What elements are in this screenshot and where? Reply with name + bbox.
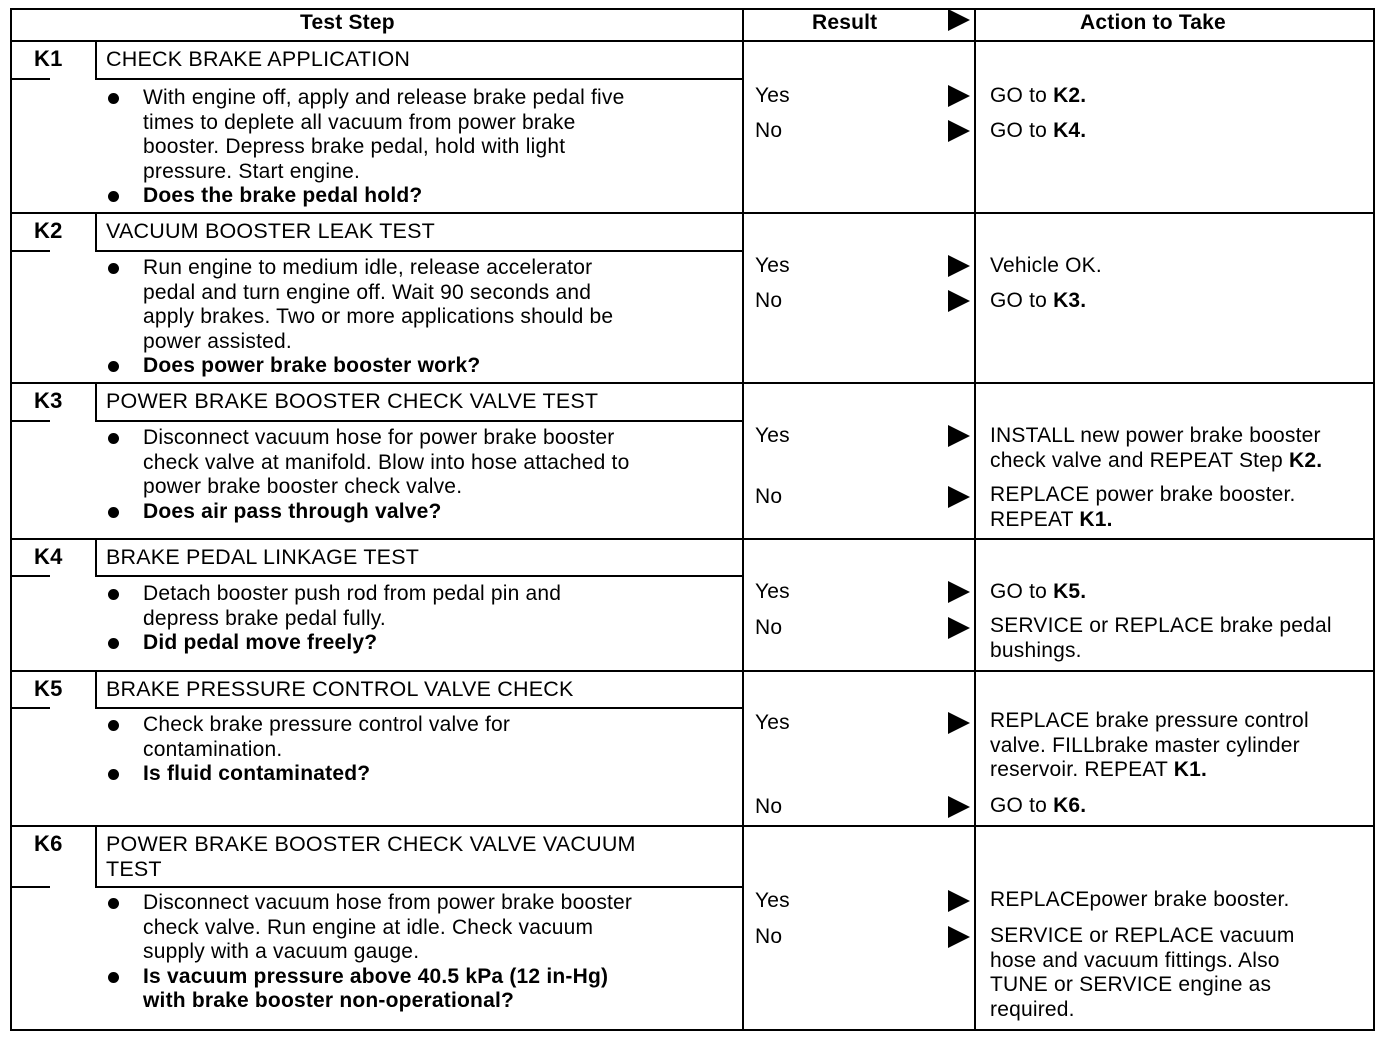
action-text xyxy=(990,734,1300,759)
result-yes: Yes xyxy=(755,84,790,107)
header-action: Action to Take xyxy=(1080,11,1226,34)
bullet-icon xyxy=(108,638,119,649)
result-yes: Yes xyxy=(755,424,790,447)
step-instruction: contamination. xyxy=(143,737,283,761)
result-yes: Yes xyxy=(755,711,790,734)
header-result: Result xyxy=(812,11,878,34)
step-title: TEST xyxy=(106,856,162,881)
rule-line xyxy=(10,420,50,422)
action-text xyxy=(990,580,1086,605)
step-question: Did pedal move freely? xyxy=(143,631,378,654)
rule-line xyxy=(10,707,50,709)
step-instruction: supply with a vacuum gauge. xyxy=(143,940,420,963)
action-step-ref: K5. xyxy=(1053,580,1087,603)
action-phrase: valve. FILLbrake master cylinder xyxy=(990,733,1300,757)
action-step-ref: K3. xyxy=(1053,289,1087,312)
rule-line xyxy=(95,538,97,575)
result-no: No xyxy=(755,795,783,818)
action-phrase: REPEAT xyxy=(990,507,1080,531)
result-arrow-icon xyxy=(948,890,970,912)
step-question: Does power brake booster work? xyxy=(143,354,481,377)
step-question: with brake booster non-operational? xyxy=(143,989,515,1012)
step-instruction: apply brakes. Two or more applications should be xyxy=(143,305,614,328)
result-arrow-icon xyxy=(948,486,970,508)
action-text xyxy=(990,973,1271,998)
rule-line xyxy=(10,575,50,577)
header-test-step: Test Step xyxy=(300,11,395,34)
rule-line xyxy=(10,8,12,1031)
result-arrow-icon xyxy=(948,255,970,277)
rule-line xyxy=(10,250,50,252)
action-phrase: REPLACE brake pressure control xyxy=(990,709,1309,732)
action-phrase: REPLACEpower brake booster. xyxy=(990,888,1290,911)
rule-line xyxy=(95,40,97,78)
rule-line xyxy=(974,8,976,1031)
step-instruction: pedal and turn engine off. Wait 90 seconds and xyxy=(143,280,592,304)
rule-line xyxy=(10,40,1375,42)
rule-line xyxy=(10,382,1375,384)
action-phrase: INSTALL new power brake booster xyxy=(990,424,1321,447)
bullet-icon xyxy=(108,507,119,518)
action-phrase: check valve and REPEAT Step xyxy=(990,448,1289,472)
rule-line xyxy=(1373,8,1375,1031)
bullet-icon xyxy=(108,191,119,202)
bullet-icon xyxy=(108,720,119,731)
step-instruction: power assisted. xyxy=(143,329,292,353)
result-no: No xyxy=(755,289,783,312)
action-phrase: GO to xyxy=(990,84,1054,107)
rule-line xyxy=(10,538,1375,540)
result-yes: Yes xyxy=(755,580,790,603)
result-arrow-icon xyxy=(948,425,970,447)
step-title: VACUUM BOOSTER LEAK TEST xyxy=(106,219,435,243)
action-step-ref: K2. xyxy=(1288,448,1323,472)
action-phrase: bushings. xyxy=(990,638,1082,662)
step-title: BRAKE PEDAL LINKAGE TEST xyxy=(106,545,420,569)
action-text xyxy=(990,949,1280,974)
step-question: Is fluid contaminated? xyxy=(143,762,371,785)
action-phrase: GO to xyxy=(990,289,1054,312)
action-text xyxy=(990,424,1321,449)
result-arrow-icon xyxy=(948,796,970,818)
rule-line xyxy=(10,825,1375,827)
step-instruction: Run engine to medium idle, release accelerator xyxy=(143,256,593,279)
action-phrase: SERVICE or REPLACE brake pedal xyxy=(990,614,1332,637)
action-text xyxy=(990,119,1086,144)
step-instruction: booster. Depress brake pedal, hold with light xyxy=(143,135,566,158)
step-instruction: Check brake pressure control valve for xyxy=(143,713,511,736)
step-title: POWER BRAKE BOOSTER CHECK VALVE VACUUM xyxy=(106,832,636,856)
action-step-ref: K6. xyxy=(1053,794,1087,817)
step-question: Is vacuum pressure above 40.5 kPa (12 in-Hg) xyxy=(143,964,609,988)
bullet-icon xyxy=(108,93,119,104)
header-arrow-icon xyxy=(948,9,970,31)
result-arrow-icon xyxy=(948,581,970,603)
rule-line xyxy=(10,670,1375,672)
step-question: Does the brake pedal hold? xyxy=(143,184,423,207)
step-instruction: Disconnect vacuum hose for power brake booster xyxy=(143,426,615,449)
rule-line xyxy=(95,250,742,252)
action-text xyxy=(990,289,1086,314)
action-text xyxy=(990,639,1082,664)
step-instruction: times to deplete all vacuum from power brake xyxy=(143,110,576,134)
step-code: K5 xyxy=(34,676,63,701)
action-phrase: required. xyxy=(990,997,1075,1021)
action-phrase: TUNE or SERVICE engine as xyxy=(990,973,1272,996)
rule-line xyxy=(10,8,1375,10)
rule-line xyxy=(742,8,744,1031)
action-phrase: REPLACE power brake booster. xyxy=(990,483,1296,506)
action-step-ref: K2. xyxy=(1053,84,1087,107)
rule-line xyxy=(95,212,97,250)
result-arrow-icon xyxy=(948,120,970,142)
result-yes: Yes xyxy=(755,254,790,277)
action-phrase: GO to xyxy=(990,794,1054,817)
rule-line xyxy=(95,886,742,888)
rule-line xyxy=(95,707,742,709)
action-text xyxy=(990,614,1332,639)
rule-line xyxy=(95,382,97,420)
result-arrow-icon xyxy=(948,712,970,734)
bullet-icon xyxy=(108,361,119,372)
action-text xyxy=(990,254,1102,279)
action-step-ref: K1. xyxy=(1079,507,1113,531)
bullet-icon xyxy=(108,972,119,983)
result-no: No xyxy=(755,925,783,948)
step-title: POWER BRAKE BOOSTER CHECK VALVE TEST xyxy=(106,389,599,413)
action-phrase: SERVICE or REPLACE vacuum xyxy=(990,924,1295,947)
action-phrase: GO to xyxy=(990,580,1054,603)
action-text xyxy=(990,998,1075,1023)
action-phrase: GO to xyxy=(990,119,1054,142)
result-no: No xyxy=(755,616,783,639)
result-arrow-icon xyxy=(948,617,970,639)
step-instruction: depress brake pedal fully. xyxy=(143,606,386,630)
result-arrow-icon xyxy=(948,926,970,948)
rule-line xyxy=(95,825,97,886)
step-instruction: Disconnect vacuum hose from power brake booster xyxy=(143,891,633,914)
rule-line xyxy=(95,670,97,707)
step-instruction: check valve. Run engine at idle. Check vacuum xyxy=(143,915,594,939)
result-arrow-icon xyxy=(948,85,970,107)
bullet-icon xyxy=(108,898,119,909)
action-text xyxy=(990,709,1309,734)
rule-line xyxy=(10,78,50,80)
result-no: No xyxy=(755,119,783,142)
action-phrase: hose and vacuum fittings. Also xyxy=(990,948,1280,972)
bullet-icon xyxy=(108,769,119,780)
step-instruction: Detach booster push rod from pedal pin and xyxy=(143,582,562,605)
action-phrase: reservoir. REPEAT xyxy=(990,758,1174,781)
action-text xyxy=(990,758,1207,783)
rule-line xyxy=(95,78,742,80)
action-text xyxy=(990,449,1322,474)
bullet-icon xyxy=(108,263,119,274)
result-arrow-icon xyxy=(948,290,970,312)
bullet-icon xyxy=(108,589,119,600)
action-phrase: Vehicle OK. xyxy=(990,254,1102,277)
step-question: Does air pass through valve? xyxy=(143,499,442,523)
step-code: K1 xyxy=(34,46,63,71)
step-code: K3 xyxy=(34,388,63,413)
step-instruction: power brake booster check valve. xyxy=(143,475,463,498)
step-code: K4 xyxy=(34,544,63,569)
step-title: BRAKE PRESSURE CONTROL VALVE CHECK xyxy=(106,677,574,701)
action-text xyxy=(990,508,1113,533)
action-step-ref: K4. xyxy=(1053,119,1087,142)
action-text xyxy=(990,794,1086,819)
rule-line xyxy=(10,886,50,888)
result-yes: Yes xyxy=(755,889,790,912)
action-text xyxy=(990,888,1290,913)
rule-line xyxy=(10,1029,1375,1031)
action-text xyxy=(990,924,1295,949)
step-instruction: check valve at manifold. Blow into hose attached to xyxy=(143,450,630,474)
result-no: No xyxy=(755,485,783,508)
step-code: K6 xyxy=(34,831,63,856)
step-instruction: With engine off, apply and release brake pedal five xyxy=(143,86,625,109)
rule-line xyxy=(95,575,742,577)
action-text xyxy=(990,84,1086,109)
step-title: CHECK BRAKE APPLICATION xyxy=(106,47,411,71)
step-instruction: pressure. Start engine. xyxy=(143,159,361,183)
rule-line xyxy=(10,212,1375,214)
rule-line xyxy=(95,420,742,422)
step-code: K2 xyxy=(34,218,63,243)
bullet-icon xyxy=(108,433,119,444)
action-text xyxy=(990,483,1296,508)
action-step-ref: K1. xyxy=(1173,758,1207,781)
